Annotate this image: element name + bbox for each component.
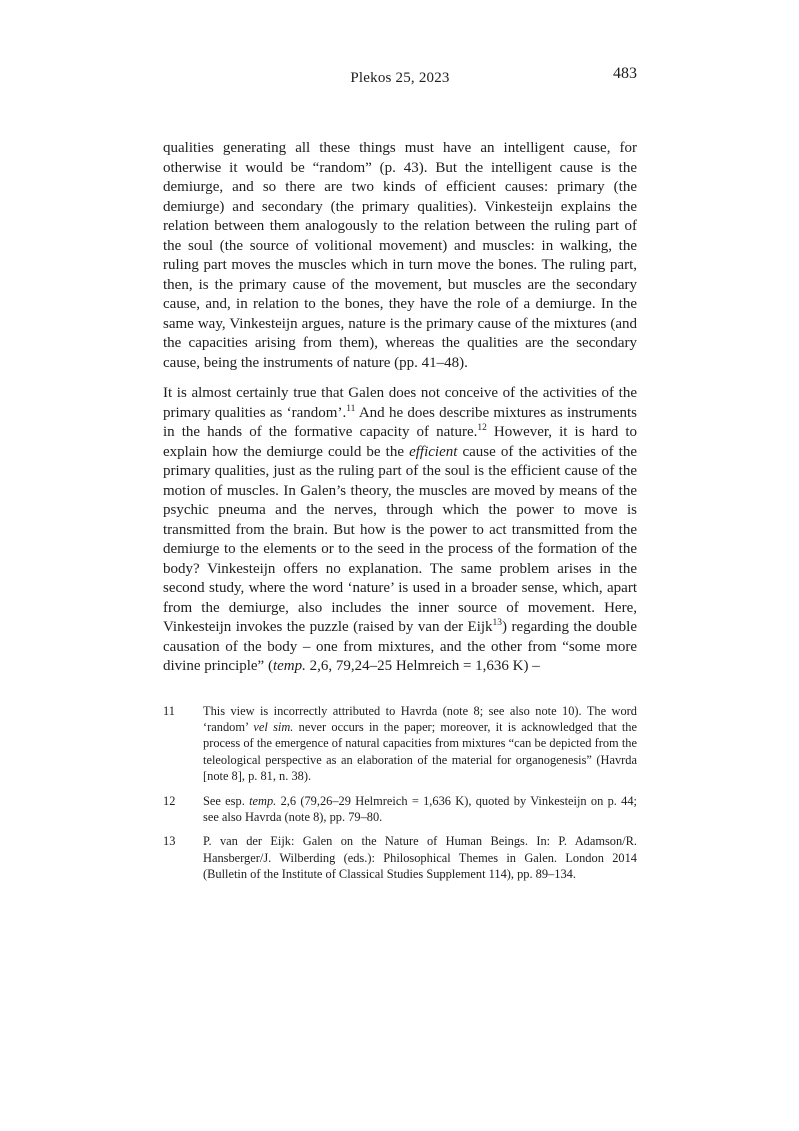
journal-title: Plekos 25, 2023 xyxy=(350,70,450,86)
text-run: 2,6 (79,26–29 Helmreich = 1,636 K), quoted by Vinkesteijn on p. 44; see also Havrda (note 8), pp. 79–80. xyxy=(203,793,637,824)
text-run: It is almost certainly true that Galen does not conceive of the activities of the primary qualities as ‘random’. xyxy=(163,385,637,421)
footnote-ref: 13 xyxy=(492,618,503,628)
italic-text: temp. xyxy=(272,658,306,674)
text-run: This view is incorrectly attributed to Havrda (note 8; see also note 10). The word ‘random’ xyxy=(203,703,637,734)
footnote-text xyxy=(203,833,637,882)
text-run: cause of the activities of the primary qualities, just as the ruling part of the soul is the efficient cause of the motion of muscles. In Galen’s theory, the muscles are moved by means of the psychic pneuma and the nerves, through which the power to move is transmitted from the brain. But how is the power to act transmitted from the demiurge to the elements or to the seed in the process of the formation of the body? Vinkesteijn offers no explanation. The same problem arises in the second study, where the word ‘nature’ is used in a broader sense, which, apart from the demiurge, also includes the inner source of movement. Here, Vinkesteijn invokes the puzzle (raised by van der Eijk xyxy=(163,443,637,635)
footnotes-section xyxy=(163,703,637,883)
page-number: 483 xyxy=(613,65,637,82)
italic-text: temp. xyxy=(249,793,277,808)
footnote-ref: 11 xyxy=(346,403,356,414)
footnote-number: 11 xyxy=(163,703,175,718)
text-run: P. van der Eijk: Galen on the Nature of Human Beings. In: P. Adamson/R. Hansberger/J. Wilberding (eds.): Philosophical Themes in Galen. London 2014 (Bulletin of the Institute of Classical Studies Supplement 114), pp. 89–134. xyxy=(203,834,637,882)
text-run: never occurs in the paper; moreover, it is acknowledged that the process of the emergence of natural capacities from mixtures “can be depicted from the teleological perspective as an elaboration of the material for organogenesis” (Havrda [note 8], p. 81, n. 38). xyxy=(203,719,637,784)
footnote-text xyxy=(203,703,637,785)
footnote-ref: 12 xyxy=(477,423,487,433)
italic-text: efficient xyxy=(409,443,458,460)
footnote-number: 12 xyxy=(163,793,176,808)
page-header xyxy=(163,65,637,92)
text-run: qualities generating all these things must have an intelligent cause, for otherwise it would be “random” (p. 43). But the intelligent cause is the demiurge, and so there are two kinds of efficient causes: primary (the demiurge) and secondary (the primary qualities). Vinkesteijn explains the relation between them analogously to the relation between the ruling part of the soul (the source of volitional movement) and muscles: in walking, the ruling part moves the muscles which in turn move the bones. The ruling part, then, is the primary cause of the movement, but muscles are the secondary cause, and, in relation to the bones, they have the role of a demiurge. In the same way, Vinkesteijn argues, nature is the primary cause of the mixtures (and the capacities arising from them), whereas the qualities are the secondary cause, being the instruments of nature (pp. 41–48). xyxy=(163,140,637,371)
text-run: And he does describe mixtures as instruments in the hands of the formative capacity of nature. xyxy=(163,404,637,440)
footnote-number: 13 xyxy=(163,834,176,849)
body-paragraph-1 xyxy=(163,139,637,373)
text-run: 2,6, 79,24–25 Helmreich = 1,636 K) – xyxy=(305,658,540,674)
text-run: However, it is hard to explain how the demiurge could be the xyxy=(163,424,637,460)
main-text xyxy=(163,139,637,891)
footnote-11 xyxy=(163,703,637,785)
footnote-12 xyxy=(163,793,637,826)
body-paragraph-2 xyxy=(163,384,637,677)
text-run: ) regarding the double causation of the body – one from mixtures, and the other from “some more divine principle” ( xyxy=(163,619,637,674)
italic-text: vel sim. xyxy=(253,719,294,734)
footnote-13 xyxy=(163,833,637,882)
text-run: See esp. xyxy=(203,793,250,808)
footnote-text xyxy=(203,793,637,826)
